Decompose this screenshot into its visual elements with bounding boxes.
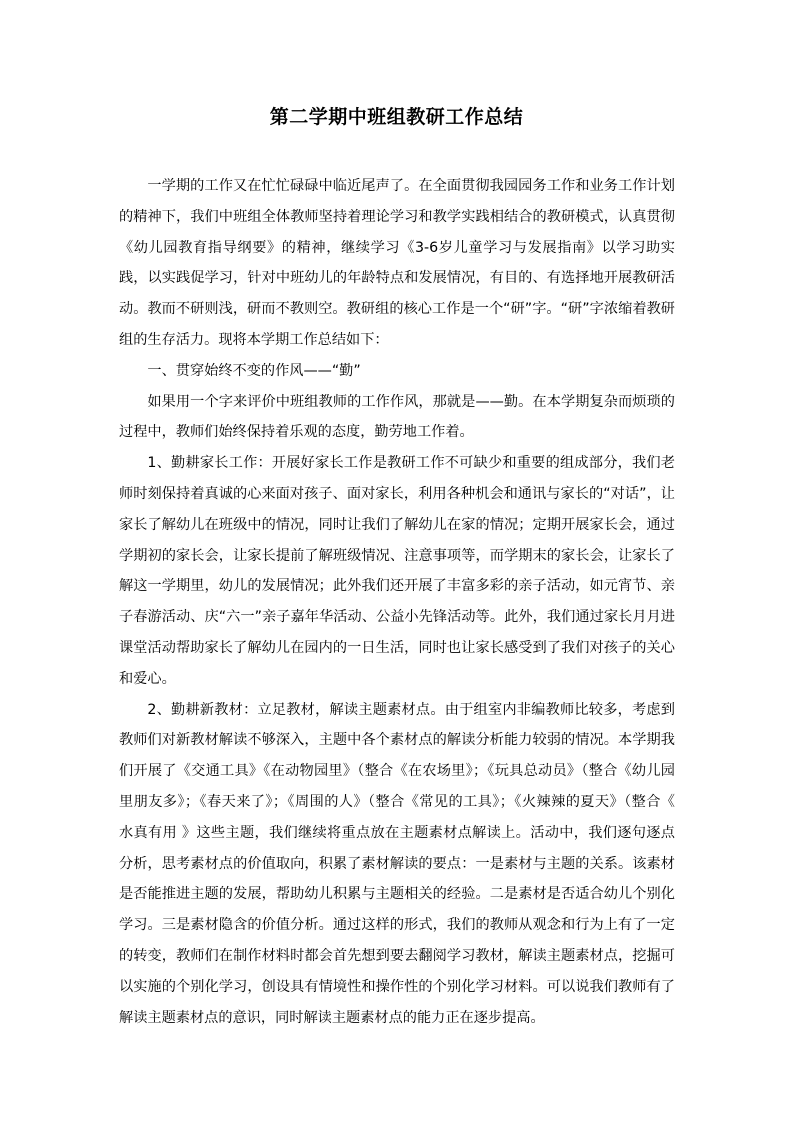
document-title: 第二学期中班组教研工作总结	[269, 106, 524, 128]
section-intro-paragraph: 如果用一个字来评价中班组教师的工作作风，那就是——勤。在本学期复杂而烦琐的过程中，教师们始终保持着乐观的态度，勤劳地工作着。	[119, 393, 675, 441]
section-heading: 一、贯穿始终不变的作风——“勤”	[147, 362, 361, 379]
new-materials-paragraph: 2、勤耕新教材：立足教材，解读主题素材点。由于组室内非编教师比较多，考虑到教师们对新教材解读不够深入，主题中各个素材点的解读分析能力较弱的情况。本学期我们开展了《交通工具》《在动物园里》（整合《在农场里》；《玩具总动员》（整合《幼儿园里朋友多》；《春天来了》；《周围的人》（整合《常见的工具》；《火辣辣的夏天》（整合《 水真有用 》这些主题，我们继续将重点放在主题素材点解读上。活动中，我们逐句逐点分析，思考素材点的价值取向，积累了素材解读的要点：一是素材与主题的关系。该素材是否能推进主题的发展，帮助幼儿积累与主题相关的经验。二是素材是否适合幼儿个别化学习。三是素材隐含的价值分析。通过这样的形式，我们的教师从观念和行为上有了一定的转变，教师们在制作材料时都会首先想到要去翻阅学习教材，解读主题素材点，挖掘可以实施的个别化学习，创设具有情境性和操作性的个别化学习材料。可以说我们教师有了解读主题素材点的意识，同时解读主题素材点的能力正在逐步提高。	[119, 701, 675, 1026]
document-body	[119, 171, 675, 1033]
parent-work-paragraph: 1、勤耕家长工作：开展好家长工作是教研工作不可缺少和重要的组成部分，我们老师时刻保持着真诚的心来面对孩子、面对家长，利用各种机会和通讯与家长的“对话”，让家长了解幼儿在班级中的情况，同时让我们了解幼儿在家的情况；定期开展家长会，通过学期初的家长会，让家长提前了解班级情况、注意事项等，而学期末的家长会，让家长了解这一学期里，幼儿的发展情况；此外我们还开展了丰富多彩的亲子活动，如元宵节、亲子春游活动、庆“六一”亲子嘉年华活动、公益小先锋活动等。此外，我们通过家长月月进课堂活动帮助家长了解幼儿在园内的一日生活，同时也让家长感受到了我们对孩子的关心和爱心。	[119, 455, 675, 687]
intro-paragraph: 一学期的工作又在忙忙碌碌中临近尾声了。在全面贯彻我园园务工作和业务工作计划的精神下，我们中班组全体教师坚持着理论学习和教学实践相结合的教研模式，认真贯彻《幼儿园教育指导纲要》的精神，继续学习《3-6岁儿童学习与发展指南》以学习助实践，以实践促学习，针对中班幼儿的年龄特点和发展情况，有目的、有选择地开展教研活动。教而不研则浅，研而不教则空。教研组的核心工作是一个“研”字。“研”字浓缩着教研组的生存活力。现将本学期工作总结如下：	[119, 178, 675, 348]
